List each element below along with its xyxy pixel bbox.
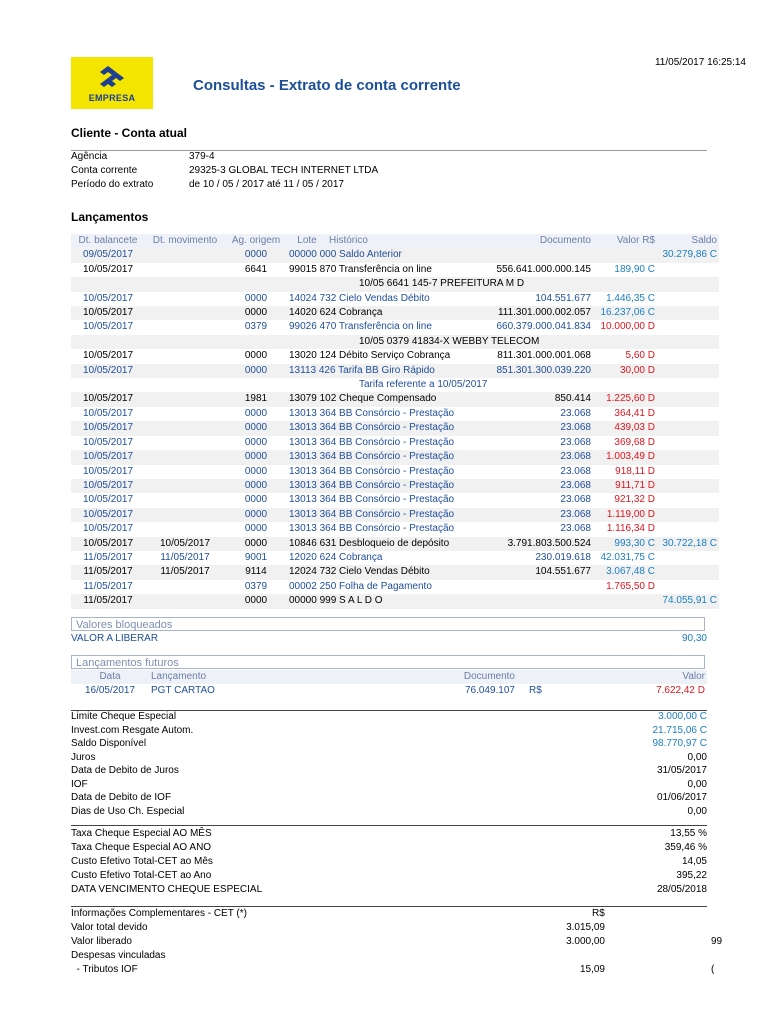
lancamento-row xyxy=(71,392,719,406)
cliente-label: Conta corrente xyxy=(71,165,138,176)
col-header: Documento xyxy=(349,670,517,684)
cet-value: 15,09 xyxy=(579,964,605,975)
taxa-label: Taxa Cheque Especial AO ANO xyxy=(71,842,212,853)
lancamento-row xyxy=(71,522,719,536)
lancamento-row xyxy=(71,320,719,334)
dt-movimento xyxy=(145,364,225,378)
ag-origem: 0000 xyxy=(225,421,287,435)
documento: 660.379.000.041.834 xyxy=(496,321,591,333)
documento: 23.068 xyxy=(560,523,591,535)
cet-label: Valor total devido xyxy=(71,922,148,933)
dt-movimento xyxy=(145,349,225,363)
cet-currency: R$ xyxy=(592,908,605,919)
lancamento-row xyxy=(71,479,719,493)
saldo xyxy=(657,292,719,306)
dt-movimento xyxy=(145,436,225,450)
lancamento-row xyxy=(71,407,719,421)
ag-origem: 0000 xyxy=(244,494,268,506)
dt-movimento xyxy=(145,292,225,306)
dt-movimento xyxy=(145,465,225,479)
ag-origem: 0000 xyxy=(225,364,287,378)
taxa-row xyxy=(71,827,707,841)
ag-origem: 0000 xyxy=(225,450,287,464)
lancamento-row xyxy=(71,565,719,579)
col-header: Valor xyxy=(607,670,707,684)
dt-movimento xyxy=(145,407,225,421)
dt-balancete: 10/05/2017 xyxy=(71,537,145,551)
valor xyxy=(593,594,657,608)
dt-movimento: 10/05/2017 xyxy=(145,537,225,551)
lancamento-row xyxy=(71,364,719,378)
historico: 00000 000 Saldo Anterior xyxy=(287,248,477,262)
saldo xyxy=(657,522,719,536)
lancamento-row xyxy=(71,292,719,306)
documento: 556.641.000.000.145 xyxy=(496,263,591,275)
historico: 13079 102 Cheque Compensado xyxy=(287,392,477,406)
lancamento-row xyxy=(71,551,719,565)
dt-balancete: 10/05/2017 xyxy=(71,421,145,435)
cliente-heading: Cliente - Conta atual xyxy=(71,126,188,140)
valor: 364,41 D xyxy=(614,407,655,419)
resumo-label: Saldo Disponível xyxy=(71,738,147,749)
lancamento-complemento: 10/05 0379 41834-X WEBBY TELECOM xyxy=(327,335,657,349)
ag-origem: 0000 xyxy=(225,537,287,551)
ag-origem: 0000 xyxy=(225,479,287,493)
lancamentos-header-row xyxy=(71,234,719,248)
col-header: Ag. origem xyxy=(225,234,287,248)
documento: 23.068 xyxy=(477,450,593,464)
valor xyxy=(593,248,657,262)
futuro-moeda: R$ xyxy=(529,685,542,697)
logo-text: EMPRESA xyxy=(88,92,136,103)
cliente-label: Agência xyxy=(71,151,108,162)
documento: 23.068 xyxy=(560,407,591,419)
dt-balancete: 10/05/2017 xyxy=(82,350,134,362)
dt-movimento xyxy=(145,508,225,522)
lancamento-row xyxy=(71,594,719,608)
documento: 23.068 xyxy=(560,465,591,477)
valor: 5,60 D xyxy=(625,350,655,362)
ag-origem: 0000 xyxy=(225,248,287,262)
valores-bloqueados-heading: Valores bloqueados xyxy=(71,617,705,631)
ag-origem: 0000 xyxy=(244,350,268,362)
saldo xyxy=(657,263,719,277)
historico: 00002 250 Folha de Pagamento xyxy=(289,580,432,592)
bb-logo-icon xyxy=(94,64,130,92)
taxa-value: 14,05 xyxy=(681,856,707,867)
dt-balancete: 10/05/2017 xyxy=(82,465,134,477)
resumo-row xyxy=(71,778,707,792)
col-header: Valor R$ xyxy=(593,234,657,248)
historico: 13013 364 BB Consórcio - Prestação xyxy=(289,407,455,419)
saldo xyxy=(657,479,719,493)
valor: 369,68 D xyxy=(614,436,655,448)
ag-origem: 0379 xyxy=(244,580,268,592)
resumo-value: 0,00 xyxy=(687,778,707,790)
lancamento-complemento: Tarifa referente a 10/05/2017 xyxy=(359,379,488,391)
saldo xyxy=(657,565,719,579)
historico: 13013 364 BB Consórcio - Prestação xyxy=(289,523,455,535)
cliente-value: de 10 / 05 / 2017 até 11 / 05 / 2017 xyxy=(189,179,344,190)
taxa-label: DATA VENCIMENTO CHEQUE ESPECIAL xyxy=(71,884,263,895)
saldo xyxy=(657,421,719,435)
cet-label: Valor liberado xyxy=(71,936,132,947)
dt-movimento xyxy=(145,493,225,507)
lancamento-row xyxy=(71,306,719,320)
resumo-label: Limite Cheque Especial xyxy=(71,711,177,722)
taxa-row xyxy=(71,869,707,883)
dt-movimento xyxy=(145,392,225,406)
documento: 111.301.000.002.057 xyxy=(477,306,593,320)
valor: 30,00 D xyxy=(593,364,657,378)
taxa-value: 359,46 % xyxy=(664,842,707,853)
saldo xyxy=(657,392,719,406)
dt-movimento xyxy=(145,421,225,435)
valor: 911,71 D xyxy=(593,479,657,493)
lancamento-row xyxy=(71,436,719,450)
dt-balancete: 11/05/2017 xyxy=(71,594,145,608)
ag-origem: 6641 xyxy=(244,263,268,275)
bank-logo xyxy=(71,57,153,109)
resumo-value: 31/05/2017 xyxy=(656,765,707,776)
futuro-row xyxy=(71,684,707,698)
saldo xyxy=(657,465,719,479)
taxa-label: Custo Efetivo Total-CET ao Ano xyxy=(71,870,212,881)
dt-movimento xyxy=(145,522,225,536)
dt-movimento xyxy=(145,263,225,277)
col-header: Saldo xyxy=(657,234,719,248)
resumo-row xyxy=(71,724,707,738)
ag-origem: 0000 xyxy=(244,436,268,448)
lancamento-row xyxy=(71,421,719,435)
lancamento-row xyxy=(71,508,719,522)
col-header: Documento xyxy=(477,234,593,248)
cet-value: 3.000,00 xyxy=(566,936,605,947)
lancamentos-futuros-heading: Lançamentos futuros xyxy=(71,655,705,669)
documento: 851.301.300.039.220 xyxy=(477,364,593,378)
saldo xyxy=(657,551,719,565)
historico: 13113 426 Tarifa BB Giro Rápido xyxy=(287,364,477,378)
ag-origem: 0000 xyxy=(225,594,287,608)
lancamento-row xyxy=(71,263,719,277)
lancamento-complemento: 10/05 6641 145-7 PREFEITURA M D xyxy=(327,277,657,291)
saldo xyxy=(657,493,719,507)
resumo-value: 01/06/2017 xyxy=(656,792,707,803)
dt-movimento xyxy=(145,320,225,334)
valor: 1.119,00 D xyxy=(593,508,657,522)
taxa-value: 28/05/2018 xyxy=(656,884,707,895)
cet-row xyxy=(71,921,707,935)
documento: 850.414 xyxy=(477,392,593,406)
resumo-label: Invest.com Resgate Autom. xyxy=(71,724,194,736)
dt-movimento: 11/05/2017 xyxy=(160,551,210,563)
col-header: Data xyxy=(71,670,149,684)
historico: 00000 999 S A L D O xyxy=(287,594,477,608)
dt-balancete: 10/05/2017 xyxy=(71,479,145,493)
saldo: 30.722,18 C xyxy=(657,537,719,551)
saldo: 74.055,91 C xyxy=(657,594,719,608)
lancamento-row xyxy=(71,450,719,464)
resumo-row xyxy=(71,751,707,765)
taxa-value: 395,22 xyxy=(676,870,707,881)
valor: 3.067,48 C xyxy=(593,565,657,579)
historico: 14020 624 Cobrança xyxy=(287,306,477,320)
saldo xyxy=(657,320,719,334)
col-header: Dt. balancete xyxy=(71,234,145,248)
futuro-documento: 76.049.107 xyxy=(464,685,515,697)
documento xyxy=(477,248,593,262)
ag-origem: 1981 xyxy=(225,392,287,406)
cet-extra: ( xyxy=(711,964,715,975)
saldo xyxy=(657,364,719,378)
saldo xyxy=(657,580,719,594)
documento: 23.068 xyxy=(477,508,593,522)
valor-a-liberar-label: VALOR A LIBERAR xyxy=(71,633,159,644)
historico: 13013 364 BB Consórcio - Prestação xyxy=(287,450,477,464)
saldo xyxy=(657,508,719,522)
cet-value: 3.015,09 xyxy=(566,922,605,933)
taxa-row xyxy=(71,883,707,897)
resumo-row xyxy=(71,805,707,819)
cet-row xyxy=(71,935,723,949)
documento: 23.068 xyxy=(560,436,591,448)
documento: 23.068 xyxy=(477,479,593,493)
ag-origem: 0000 xyxy=(225,508,287,522)
valor: 439,03 D xyxy=(593,421,657,435)
historico: 13020 124 Débito Serviço Cobrança xyxy=(289,350,451,362)
taxa-row xyxy=(71,841,707,855)
dt-movimento xyxy=(145,580,225,594)
resumo-label: Data de Debito de IOF xyxy=(71,792,172,803)
cet-label: Despesas vinculadas xyxy=(71,950,166,961)
dt-balancete: 10/05/2017 xyxy=(82,494,134,506)
lancamento-note-row xyxy=(71,277,719,291)
resumo-row xyxy=(71,737,707,751)
cliente-label: Período do extrato xyxy=(71,179,154,190)
col-header: Dt. movimento xyxy=(145,234,225,248)
lancamento-row xyxy=(71,537,719,551)
ag-origem: 0000 xyxy=(244,292,268,304)
dt-balancete: 11/05/2017 xyxy=(83,551,133,563)
taxa-label: Taxa Cheque Especial AO MÊS xyxy=(71,828,212,839)
documento: 230.019.618 xyxy=(535,551,591,563)
col-header: Lançamento xyxy=(149,670,349,684)
dt-balancete: 10/05/2017 xyxy=(82,407,134,419)
valor: 1.116,34 D xyxy=(606,523,655,535)
dt-balancete: 10/05/2017 xyxy=(82,523,134,535)
cliente-value: 29325-3 GLOBAL TECH INTERNET LTDA xyxy=(189,165,379,176)
cet-header-row xyxy=(71,907,707,921)
valor: 189,90 C xyxy=(614,263,655,275)
dt-movimento xyxy=(145,306,225,320)
lancamentos-futuros-table xyxy=(71,670,707,699)
dt-balancete: 11/05/2017 xyxy=(83,580,133,592)
resumo-label: Juros xyxy=(71,751,96,763)
valor: 42.031,75 C xyxy=(600,551,655,563)
valor: 16.237,06 C xyxy=(593,306,657,320)
dt-balancete: 10/05/2017 xyxy=(71,450,145,464)
taxa-value: 13,55 % xyxy=(670,828,707,839)
lancamento-row xyxy=(71,465,719,479)
taxa-label: Custo Efetivo Total-CET ao Mês xyxy=(71,856,213,867)
documento: 23.068 xyxy=(560,494,591,506)
lancamentos-table xyxy=(71,234,719,609)
historico: 12024 732 Cielo Vendas Débito xyxy=(287,565,477,579)
historico: 99026 470 Transferência on line xyxy=(289,321,432,333)
futuros-header-row xyxy=(71,670,707,684)
valor: 993,30 C xyxy=(593,537,657,551)
ag-origem: 0000 xyxy=(244,465,268,477)
dt-movimento: 11/05/2017 xyxy=(145,565,225,579)
lancamento-row xyxy=(71,349,719,363)
saldo: 30.279,86 C xyxy=(657,248,719,262)
timestamp: 11/05/2017 16:25:14 xyxy=(654,57,746,68)
documento: 104.551.677 xyxy=(477,565,593,579)
ag-origem: 9114 xyxy=(225,565,287,579)
col-header: Lote xyxy=(287,234,327,248)
cet-label: - Tributos IOF xyxy=(71,964,138,975)
lancamentos-heading: Lançamentos xyxy=(71,210,149,224)
documento: 811.301.000.001.068 xyxy=(497,350,591,362)
dt-balancete: 10/05/2017 xyxy=(82,292,134,304)
historico: 13013 364 BB Consórcio - Prestação xyxy=(287,479,477,493)
lancamento-note-row xyxy=(71,378,719,392)
dt-movimento xyxy=(145,479,225,493)
futuro-data: 16/05/2017 xyxy=(84,685,136,697)
ag-origem: 0379 xyxy=(244,321,268,333)
resumo-value: 0,00 xyxy=(687,751,707,763)
resumo-label: IOF xyxy=(71,778,88,790)
dt-balancete: 10/05/2017 xyxy=(82,263,134,275)
historico: 13013 364 BB Consórcio - Prestação xyxy=(287,508,477,522)
resumo-label: Dias de Uso Ch. Especial xyxy=(71,805,185,817)
historico: 13013 364 BB Consórcio - Prestação xyxy=(287,421,477,435)
cet-extra: 99 xyxy=(711,936,723,947)
ag-origem: 9001 xyxy=(244,551,268,563)
dt-movimento xyxy=(145,248,225,262)
dt-balancete: 10/05/2017 xyxy=(82,436,134,448)
cliente-value: 379-4 xyxy=(189,151,215,162)
resumo-value: 21.715,06 C xyxy=(652,724,707,736)
dt-movimento xyxy=(145,450,225,464)
ag-origem: 0000 xyxy=(244,407,268,419)
valor-a-liberar-value: 90,30 xyxy=(681,633,707,644)
documento xyxy=(477,580,593,594)
valor: 1.225,60 D xyxy=(593,392,657,406)
lancamento-note-row xyxy=(71,335,719,349)
col-header: Histórico xyxy=(327,234,477,248)
resumo-row xyxy=(71,710,707,724)
lancamento-row xyxy=(71,493,719,507)
resumo-value: 0,00 xyxy=(687,805,707,817)
resumo-row xyxy=(71,791,707,805)
futuro-lancamento: PGT CARTAO xyxy=(151,685,215,697)
documento: 104.551.677 xyxy=(535,292,591,304)
valor-a-liberar-row xyxy=(71,632,707,646)
dt-balancete: 11/05/2017 xyxy=(71,565,145,579)
valor: 921,32 D xyxy=(614,494,655,506)
dt-balancete: 10/05/2017 xyxy=(71,306,145,320)
valor: 1.003,49 D xyxy=(593,450,657,464)
cet-row xyxy=(71,949,707,963)
documento: 3.791.803.500.524 xyxy=(477,537,593,551)
ag-origem: 0000 xyxy=(225,306,287,320)
dt-balancete: 09/05/2017 xyxy=(71,248,145,262)
historico: 13013 364 BB Consórcio - Prestação xyxy=(289,465,455,477)
resumo-value: 3.000,00 C xyxy=(658,711,707,722)
dt-balancete: 10/05/2017 xyxy=(71,392,145,406)
valor: 1.765,50 D xyxy=(606,580,655,592)
divider xyxy=(71,825,707,826)
lancamento-row xyxy=(71,248,719,262)
saldo xyxy=(657,450,719,464)
resumo-value: 98.770,97 C xyxy=(652,738,707,749)
historico: 14024 732 Cielo Vendas Débito xyxy=(289,292,430,304)
cet-row xyxy=(71,963,715,977)
valor: 10.000,00 D xyxy=(600,321,655,333)
dt-balancete: 10/05/2017 xyxy=(82,321,134,333)
valor: 918,11 D xyxy=(615,465,655,477)
saldo xyxy=(657,306,719,320)
saldo xyxy=(657,407,719,421)
valor: 1.446,35 C xyxy=(606,292,655,304)
resumo-label: Data de Debito de Juros xyxy=(71,765,179,776)
historico: 12020 624 Cobrança xyxy=(289,551,383,563)
saldo xyxy=(657,349,719,363)
futuro-valor: 7.622,42 D xyxy=(656,685,705,697)
dt-balancete: 10/05/2017 xyxy=(71,364,145,378)
documento xyxy=(477,594,593,608)
historico: 99015 870 Transferência on line xyxy=(289,263,432,275)
ag-origem: 0000 xyxy=(244,523,268,535)
saldo xyxy=(657,436,719,450)
taxa-row xyxy=(71,855,707,869)
historico: 10846 631 Desbloqueio de depósito xyxy=(287,537,477,551)
lancamento-row xyxy=(71,580,719,594)
historico: 13013 364 BB Consórcio - Prestação xyxy=(289,436,455,448)
resumo-row xyxy=(71,764,707,778)
documento: 23.068 xyxy=(477,421,593,435)
cet-heading: Informações Complementares - CET (*) xyxy=(71,908,247,919)
dt-movimento xyxy=(145,594,225,608)
page-title: Consultas - Extrato de conta corrente xyxy=(193,77,461,94)
dt-balancete: 10/05/2017 xyxy=(71,508,145,522)
historico: 13013 364 BB Consórcio - Prestação xyxy=(289,494,455,506)
